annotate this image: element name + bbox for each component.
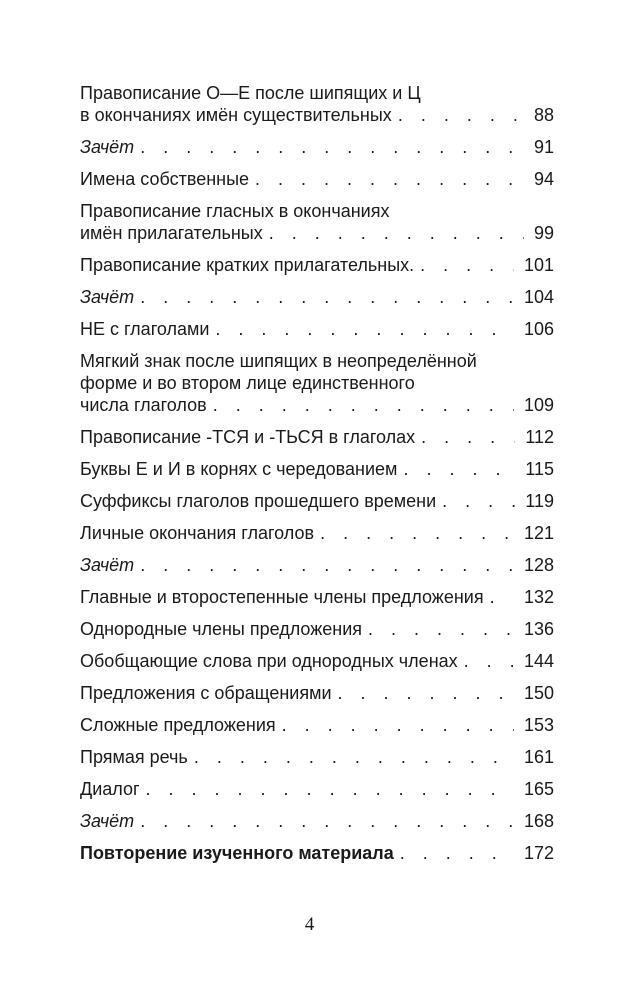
toc-entry[interactable] (80, 458, 554, 480)
toc-entry-last-line (80, 522, 554, 544)
toc-entry-last-line (80, 286, 554, 308)
toc-entry-title: Суффиксы глаголов прошедшего времени (80, 491, 437, 511)
toc-entry-last-line (80, 394, 554, 416)
toc-entry[interactable] (80, 200, 554, 244)
toc-entry-page: 132 (523, 587, 554, 607)
dot-leader (415, 426, 515, 448)
dot-leader (394, 842, 514, 864)
toc-entry-title: Повторение изученного материала (80, 843, 394, 863)
table-of-contents (80, 82, 554, 874)
toc-entry-last-line (80, 842, 554, 864)
toc-entry[interactable] (80, 318, 554, 340)
dot-leader (362, 618, 514, 640)
toc-entry-page: 136 (523, 619, 554, 639)
toc-entry-last-line (80, 490, 554, 512)
toc-entry[interactable] (80, 254, 554, 276)
toc-entry-title: Сложные предложения (80, 715, 276, 735)
dot-leader (209, 318, 514, 340)
toc-entry-page: 104 (523, 287, 554, 307)
toc-entry-title: НЕ с глаголами (80, 319, 210, 339)
toc-entry-page: 94 (533, 169, 554, 189)
toc-entry-page: 101 (523, 255, 554, 275)
toc-entry[interactable] (80, 778, 554, 800)
toc-entry-page: 161 (523, 747, 554, 767)
toc-entry-title: Правописание кратких прилагательных. (80, 255, 415, 275)
dot-leader (314, 522, 514, 544)
toc-entry-title: в окончаниях имён существительных (80, 105, 392, 125)
toc-entry-page: 99 (533, 223, 554, 243)
toc-entry-page: 153 (523, 715, 554, 735)
toc-entry-title-line: Мягкий знак после шипящих в неопределённой (80, 351, 477, 371)
toc-entry-title: Зачёт (80, 137, 135, 157)
toc-entry-title: Прямая речь (80, 747, 188, 767)
toc-entry-last-line (80, 618, 554, 640)
toc-entry[interactable] (80, 586, 554, 608)
toc-entry-last-line (80, 168, 554, 190)
toc-entry-last-line (80, 778, 554, 800)
toc-entry-title-line: Правописание гласных в окончаниях (80, 201, 390, 221)
dot-leader (436, 490, 515, 512)
page-number: 4 (304, 914, 315, 935)
toc-entry-title: Обобщающие слова при однородных членах (80, 651, 458, 671)
toc-entry-title: имён прилагательных (80, 223, 263, 243)
toc-entry[interactable] (80, 168, 554, 190)
toc-entry-last-line (80, 586, 554, 608)
dot-leader (134, 554, 514, 576)
dot-leader (188, 746, 514, 768)
toc-entry-page: 106 (523, 319, 554, 339)
toc-entry-last-line (80, 136, 554, 158)
toc-entry-page: 119 (525, 491, 554, 511)
toc-entry-page: 91 (533, 137, 554, 157)
toc-entry-last-line (80, 682, 554, 704)
toc-entry-page: 88 (533, 105, 554, 125)
toc-entry-page: 144 (523, 651, 554, 671)
toc-entry[interactable] (80, 426, 554, 448)
dot-leader (134, 136, 524, 158)
toc-entry-last-line (80, 714, 554, 736)
dot-leader (397, 458, 515, 480)
toc-entry[interactable] (80, 286, 554, 308)
dot-leader (249, 168, 524, 190)
dot-leader (207, 394, 514, 416)
toc-entry-title: Однородные члены предложения (80, 619, 363, 639)
dot-leader (332, 682, 514, 704)
toc-entry[interactable] (80, 136, 554, 158)
toc-entry[interactable] (80, 82, 554, 126)
toc-entry-page: 112 (525, 427, 554, 447)
toc-entry[interactable] (80, 618, 554, 640)
dot-leader (263, 222, 524, 244)
toc-entry-page: 168 (523, 811, 554, 831)
toc-entry-page: 172 (523, 843, 554, 863)
toc-entry-title: Имена собственные (80, 169, 250, 189)
toc-entry-title: Диалог (80, 779, 140, 799)
toc-entry-last-line (80, 650, 554, 672)
dot-leader (140, 778, 514, 800)
toc-entry[interactable] (80, 682, 554, 704)
toc-entry-title: Главные и второстепенные члены предложения (80, 587, 484, 607)
toc-entry-page: 121 (523, 523, 554, 543)
toc-entry-title: Личные окончания глаголов (80, 523, 315, 543)
toc-entry-last-line (80, 104, 554, 126)
toc-entry[interactable] (80, 842, 554, 864)
toc-entry-title: Буквы Е и И в корнях с чередованием (80, 459, 398, 479)
toc-entry-title: числа глаголов (80, 395, 207, 415)
toc-entry[interactable] (80, 746, 554, 768)
dot-leader (484, 586, 514, 608)
dot-leader (134, 286, 514, 308)
dot-leader (414, 254, 514, 276)
toc-entry-title: Правописание -ТСЯ и -ТЬСЯ в глаголах (80, 427, 416, 447)
toc-entry-title: Предложения с обращениями (80, 683, 332, 703)
dot-leader (392, 104, 524, 126)
toc-entry[interactable] (80, 554, 554, 576)
toc-entry-page: 109 (523, 395, 554, 415)
dot-leader (458, 650, 514, 672)
toc-entry-page: 150 (523, 683, 554, 703)
toc-entry-last-line (80, 318, 554, 340)
toc-entry-last-line (80, 458, 554, 480)
toc-entry-title-line: форме и во втором лице единственного (80, 373, 415, 393)
toc-entry-last-line (80, 810, 554, 832)
toc-entry-title-line: Правописание О—Е после шипящих и Ц (80, 83, 421, 103)
toc-entry[interactable] (80, 810, 554, 832)
toc-entry-title: Зачёт (80, 287, 135, 307)
toc-entry-page: 165 (523, 779, 554, 799)
toc-entry-last-line (80, 746, 554, 768)
toc-entry[interactable] (80, 522, 554, 544)
toc-entry[interactable] (80, 650, 554, 672)
toc-entry-last-line (80, 426, 554, 448)
toc-entry[interactable] (80, 490, 554, 512)
toc-entry-title: Зачёт (80, 555, 135, 575)
toc-entry-title: Зачёт (80, 811, 135, 831)
toc-entry-last-line (80, 254, 554, 276)
toc-entry-last-line (80, 222, 554, 244)
toc-entry[interactable] (80, 714, 554, 736)
toc-entry-page: 128 (523, 555, 554, 575)
toc-entry-last-line (80, 554, 554, 576)
dot-leader (276, 714, 514, 736)
toc-entry[interactable] (80, 350, 554, 416)
toc-entry-page: 115 (525, 459, 554, 479)
dot-leader (134, 810, 514, 832)
